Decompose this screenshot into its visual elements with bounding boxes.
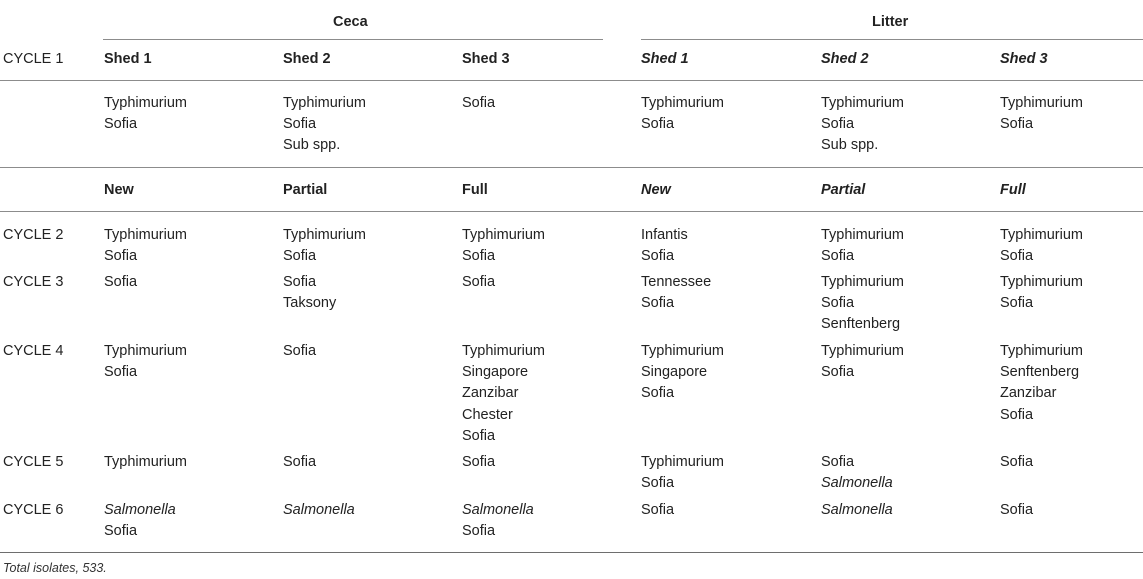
serotype-entry: Typhimurium [821,95,904,111]
rule-after-subheaders [0,211,1143,212]
serotype-entry: Typhimurium [1000,274,1083,290]
cycle-5-litter-shed-3-cell [1000,452,1033,473]
serotype-entry: Typhimurium [283,95,366,111]
cycle-1-ceca-shed-1-cell [104,93,187,135]
serotype-entry: Sofia [283,116,317,133]
rule-after-cycle1-headers [0,80,1143,81]
serotype-entry: Sofia [283,343,317,359]
serotype-entry: Infantis [641,227,688,243]
cycle-4-ceca-shed-1-cell [104,341,187,383]
ceca-full-header: Full [462,182,488,198]
cycle-4-ceca-shed-3-cell [462,341,545,447]
serotype-entry: Sofia [641,248,675,265]
serotype-entry: Sub spp. [283,137,341,154]
litter-shed-3-header: Shed 3 [1000,51,1048,67]
litter-shed-1-header: Shed 1 [641,51,689,67]
cycle-6-ceca-shed-3-cell [462,500,534,542]
cycle-2-label: CYCLE 2 [3,227,64,243]
cycle-2-ceca-shed-3-cell [462,225,545,267]
cycle-1-litter-shed-2-cell [821,93,904,157]
serotype-entry: Sofia [1000,454,1034,470]
cycle-5-ceca-shed-2-cell [283,452,316,473]
serotype-entry: Sofia [104,274,138,290]
serotype-entry: Typhimurium [104,454,187,470]
cycle-4-litter-shed-2-cell [821,341,904,383]
serotype-entry: Typhimurium [462,343,545,359]
cycle-5-label: CYCLE 5 [3,454,64,470]
litter-new-header: New [641,182,671,198]
serotype-entry: Chester [462,406,513,423]
litter-group-rule [641,39,1143,40]
serotype-entry: Sofia [1000,295,1034,312]
serotype-entry: Zanzibar [462,385,519,402]
serotype-entry: Zanzibar [1000,385,1057,402]
cycle-3-ceca-shed-1-cell [104,272,137,293]
serotype-entry: Salmonella [283,502,355,518]
serotype-entry: Typhimurium [1000,343,1083,359]
serotype-entry: Typhimurium [283,227,366,243]
serotype-entry: Sofia [821,116,855,133]
serotype-entry: Typhimurium [821,227,904,243]
cycle-6-litter-shed-3-cell [1000,500,1033,521]
serotype-entry: Senftenberg [821,316,901,333]
serotype-entry: Sofia [462,274,496,290]
group-header-ceca: Ceca [333,14,368,30]
serotype-entry: Sofia [641,475,675,492]
serotype-entry: Sofia [104,523,138,540]
cycle-2-litter-shed-3-cell [1000,225,1083,267]
cycle-5-ceca-shed-1-cell [104,452,187,473]
litter-shed-2-header: Shed 2 [821,51,869,67]
serotype-entry: Sofia [462,523,496,540]
cycle-1-ceca-shed-3-cell [462,93,495,114]
serotype-entry: Typhimurium [641,454,724,470]
serotype-entry: Salmonella [821,475,893,492]
serotype-entry: Sofia [821,248,855,265]
serotype-entry: Sofia [104,116,138,133]
serotype-entry: Sofia [641,385,675,402]
cycle-2-ceca-shed-1-cell [104,225,187,267]
serotype-entry: Singapore [462,364,529,381]
cycle-2-litter-shed-2-cell [821,225,904,267]
serotype-entry: Sofia [641,502,675,518]
serotype-entry: Sofia [462,427,496,444]
serotype-entry: Senftenberg [1000,364,1080,381]
serotype-entry: Sofia [641,295,675,312]
serotype-entry: Typhimurium [462,227,545,243]
serotype-entry: Sofia [1000,248,1034,265]
rule-after-cycle1 [0,167,1143,168]
serotype-entry: Sofia [1000,406,1034,423]
serotype-entry: Typhimurium [1000,95,1083,111]
cycle-1-litter-shed-1-cell [641,93,724,135]
serotype-entry: Sofia [1000,502,1034,518]
cycle-3-litter-shed-1-cell [641,272,711,314]
serotype-entry: Tennessee [641,274,712,290]
serotype-entry: Typhimurium [821,343,904,359]
cycle-1-ceca-shed-2-cell [283,93,366,157]
ceca-shed-1-header: Shed 1 [104,51,152,67]
serotype-entry: Typhimurium [1000,227,1083,243]
cycle-6-ceca-shed-2-cell [283,500,355,521]
cycle-3-ceca-shed-3-cell [462,272,495,293]
ceca-shed-3-header: Shed 3 [462,51,510,67]
serotype-entry: Typhimurium [104,343,187,359]
serotype-entry: Sofia [283,454,317,470]
cycle-4-litter-shed-3-cell [1000,341,1083,426]
serotype-entry: Sofia [641,116,675,133]
serotype-entry: Sofia [462,95,496,111]
litter-partial-header: Partial [821,182,866,198]
cycle-2-ceca-shed-2-cell [283,225,366,267]
serotype-entry: Salmonella [821,502,893,518]
cycle-4-litter-shed-1-cell [641,341,724,405]
serotype-entry: Sofia [462,454,496,470]
group-header-litter: Litter [872,14,909,30]
serotype-entry: Sofia [104,248,138,265]
litter-full-header: Full [1000,182,1026,198]
cycle-5-ceca-shed-3-cell [462,452,495,473]
cycle-4-label: CYCLE 4 [3,343,64,359]
cycle-2-litter-shed-1-cell [641,225,688,267]
cycle-1-litter-shed-3-cell [1000,93,1083,135]
serotype-entry: Sofia [462,248,496,265]
serotype-entry: Typhimurium [641,343,724,359]
serotype-entry: Salmonella [462,502,534,518]
cycle-3-label: CYCLE 3 [3,274,64,290]
cycle-3-ceca-shed-2-cell [283,272,336,314]
cycle-4-ceca-shed-2-cell [283,341,316,362]
serotype-entry: Sofia [283,274,317,290]
serotype-entry: Typhimurium [641,95,724,111]
footnote: Total isolates, 533. [3,561,107,575]
serotype-entry: Typhimurium [104,95,187,111]
serotype-entry: Singapore [641,364,708,381]
cycle-5-litter-shed-1-cell [641,452,724,494]
cycle-3-litter-shed-3-cell [1000,272,1083,314]
ceca-new-header: New [104,182,134,198]
cycle-5-litter-shed-2-cell [821,452,893,494]
serotype-entry: Taksony [283,295,337,312]
table-bottom-rule [0,552,1143,553]
serotype-entry: Sofia [1000,116,1034,133]
serotype-entry: Typhimurium [821,274,904,290]
serotype-entry: Sofia [821,364,855,381]
serotype-entry: Sub spp. [821,137,879,154]
cycle-6-ceca-shed-1-cell [104,500,176,542]
cycle-6-litter-shed-2-cell [821,500,893,521]
ceca-shed-2-header: Shed 2 [283,51,331,67]
serotype-entry: Sofia [821,454,855,470]
ceca-group-rule [103,39,603,40]
cycle-3-litter-shed-2-cell [821,272,904,336]
serotype-entry: Sofia [821,295,855,312]
cycle-6-label: CYCLE 6 [3,502,64,518]
cycle-6-litter-shed-1-cell [641,500,674,521]
serotype-entry: Sofia [283,248,317,265]
cycle-1-label: CYCLE 1 [3,51,64,67]
serotype-entry: Typhimurium [104,227,187,243]
ceca-partial-header: Partial [283,182,328,198]
serotype-entry: Salmonella [104,502,176,518]
serotype-entry: Sofia [104,364,138,381]
